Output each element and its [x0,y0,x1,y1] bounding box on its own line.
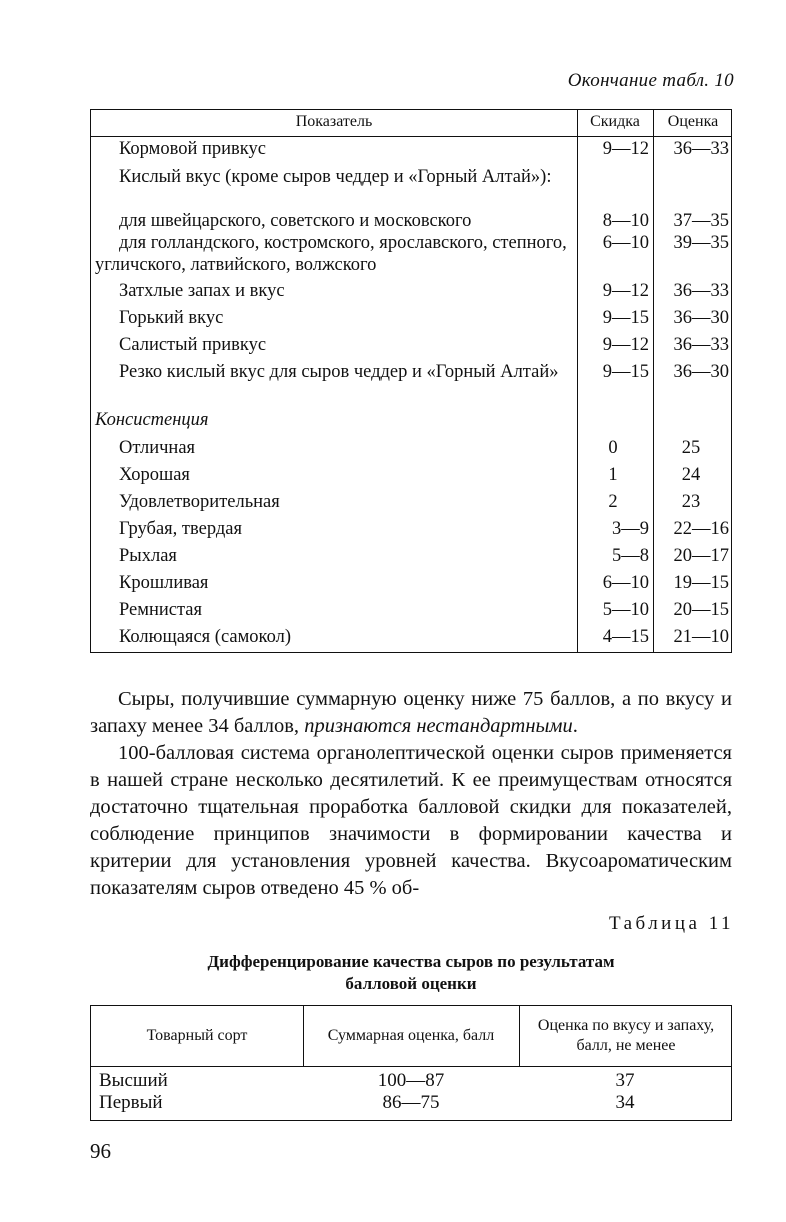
row-discount: 6—10 [602,573,649,593]
row-discount: 3—9 [612,519,649,539]
row-score: 25 [681,438,701,458]
header-divider [91,1066,731,1067]
row-score: 20—17 [673,546,729,566]
paragraph-system: 100-балловая система органолептической оценки сыров применяется в нашей стране несколько десятилетий. К ее преимуществам относятся достаточно тщательная проработка балловой скидки для показателей, соблюдение принципов значимости в формировании качества и критерии для установления уровней качества. Вкусоароматическим показателям сыров отведено 45 % об- [90,742,732,899]
row-name: Затхлые запах и вкус [119,281,285,301]
row-score: 36—33 [673,139,729,159]
row-score: 23 [681,492,701,512]
paragraph-emphasis: признаются нестандартными [304,715,573,737]
row-discount: 9—15 [602,308,649,328]
row-discount: 4—15 [602,627,649,647]
row-name: Отличная [119,438,196,458]
row-taste: 34 [615,1092,635,1113]
header-taste: Оценка по вкусу и запаху, балл, не менее [537,1017,715,1054]
row-name: Салистый привкус [119,335,267,355]
row-name: Ремнистая [119,600,203,620]
row-discount: 5—8 [612,546,649,566]
row-discount: 9—12 [602,335,649,355]
row-discount: 9—15 [602,362,649,382]
continuation-label: Окончание табл. 10 [567,70,734,91]
column-divider [519,1006,520,1066]
row-name: Колющаяся (самокол) [119,627,292,647]
table-11-title [90,951,732,995]
header-score: Оценка [667,113,719,130]
row-score: 36—33 [673,281,729,301]
section-title: Консистенция [95,410,209,430]
row-discount: 5—10 [602,600,649,620]
row-name: для голландского, костромского, ярославского, степного, угличского, латвийского, волжского [95,233,567,275]
row-name: Грубая, твердая [119,519,242,539]
row-total: 86—75 [382,1092,440,1113]
row-score: 24 [681,465,701,485]
row-score: 37—35 [673,211,729,231]
title-line: Дифференцирование качества сыров по результатам [207,952,615,971]
header-total: Суммарная оценка, балл [327,1027,495,1044]
table-11-label: Таблица 11 [608,913,734,934]
paragraph-end: . [572,715,578,737]
row-name: Резко кислый вкус для сыров чеддер и «Горный Алтай» [119,362,559,382]
row-score: 19—15 [673,573,729,593]
table-10 [90,109,732,653]
table-11 [90,1005,732,1121]
row-discount: 6—10 [602,233,649,253]
row-score: 21—10 [673,627,729,647]
row-score: 20—15 [673,600,729,620]
row-score: 36—30 [673,308,729,328]
paragraph-nonstandard [90,686,732,740]
row-name: для швейцарского, советского и московского [119,211,472,231]
row-score: 39—35 [673,233,729,253]
row-name: Удовлетворительная [119,492,280,512]
row-name: Крошливая [119,573,209,593]
row-score: 22—16 [673,519,729,539]
row-name: Рыхлая [119,546,177,566]
row-grade: Высший [99,1070,168,1091]
header-grade: Товарный сорт [146,1027,248,1044]
row-discount: 8—10 [602,211,649,231]
row-score: 36—30 [673,362,729,382]
row-score: 36—33 [673,335,729,355]
row-grade: Первый [99,1092,163,1113]
paragraph-text: Сыры, получившие суммарную оценку ниже 75 баллов, а по вкусу и запаху менее 34 баллов, [90,688,732,737]
row-discount: 9—12 [602,139,649,159]
header-indicator: Показатель [295,113,373,130]
row-name: Хорошая [119,465,190,485]
header-divider [91,136,731,137]
row-discount: 1 [608,465,618,485]
header-discount: Скидка [590,113,640,130]
row-name: Кормовой привкус [119,139,266,159]
row-discount: 9—12 [602,281,649,301]
title-line: балловой оценки [345,974,477,993]
row-total: 100—87 [377,1070,445,1091]
row-name: Кислый вкус (кроме сыров чеддер и «Горный Алтай»): [119,167,552,187]
row-discount: 2 [608,492,618,512]
row-taste: 37 [615,1070,635,1091]
row-name: Горький вкус [119,308,224,328]
page-number: 96 [90,1139,111,1163]
row-discount: 0 [608,438,618,458]
